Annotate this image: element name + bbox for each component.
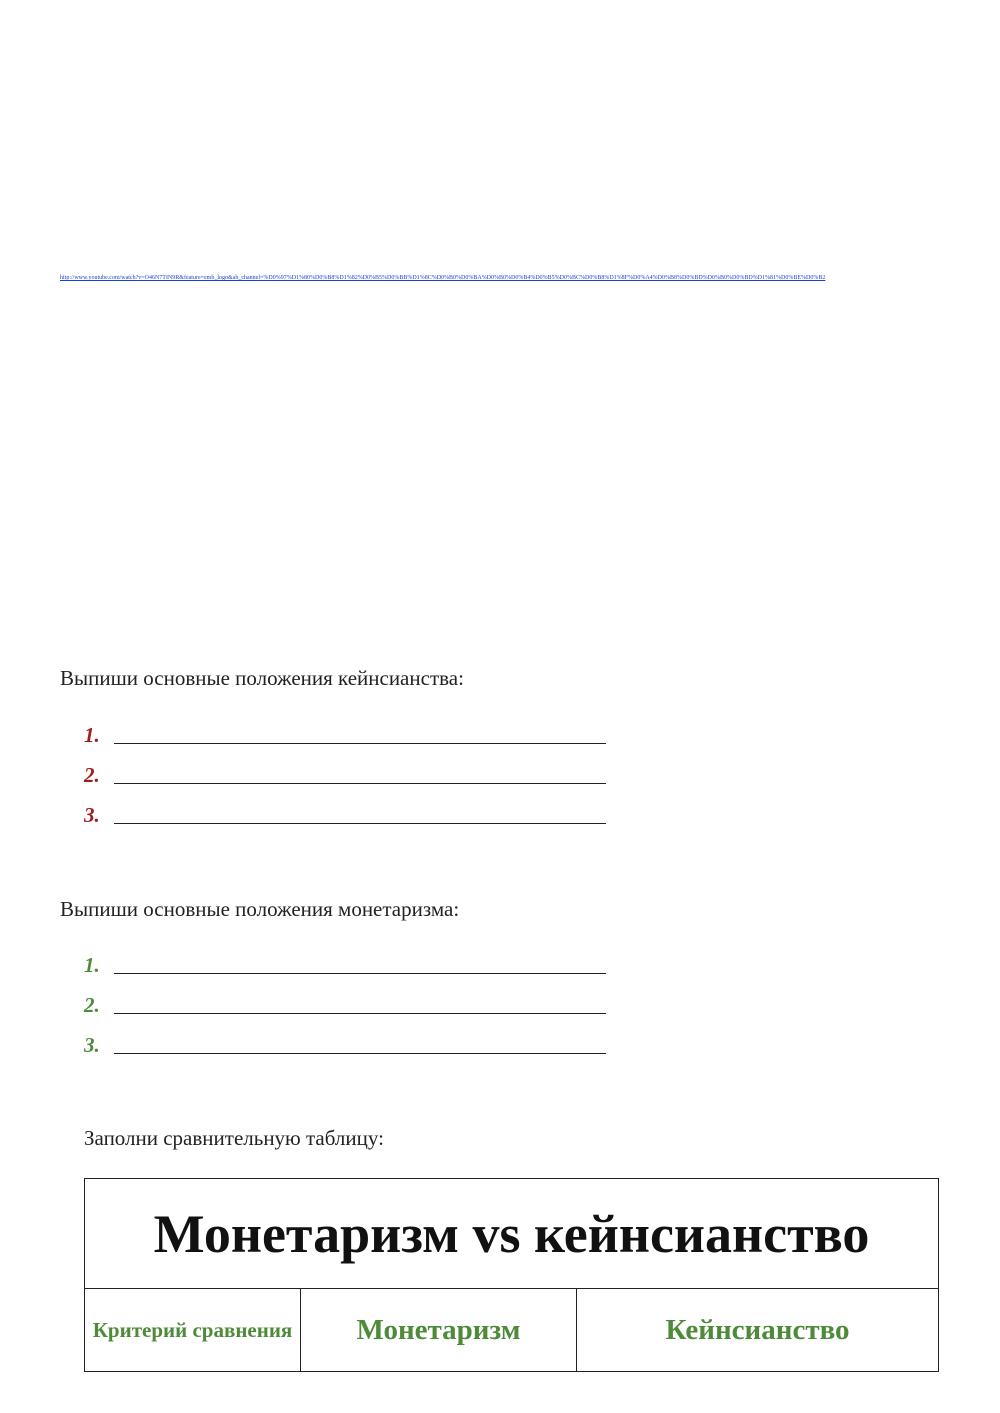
column-header-criterion: Критерий сравнения	[85, 1289, 301, 1372]
item-number: 2.	[84, 763, 100, 787]
video-link[interactable]: http://www.youtube.com/watch?v=O46N7TIN9R&feature=emb_logo&ab_channel=%D0%97%D1%80%D0%B8%D1%82%D0%B5%D0%BB%D1%8C%D0%B0%D0%BA%D0%B0%D0%B4%D0%B5%D0%BC%D0%B8%D1%8F%D0%A4%D0%B8%D0%BD%D0%B0%D0%BD%D1%81%D0%BE%D0%B2	[60, 275, 826, 281]
column-header-monetarism: Монетаризм	[301, 1289, 577, 1372]
keynes-item	[84, 758, 606, 788]
answer-line[interactable]	[114, 782, 606, 784]
monetarism-item	[84, 988, 606, 1018]
column-header-keynesianism: Кейнсианство	[577, 1289, 939, 1372]
monetarism-heading: Выпиши основные положения монетаризма:	[60, 897, 460, 921]
comparison-table	[84, 1178, 939, 1372]
monetarism-item	[84, 948, 606, 978]
answer-line[interactable]	[114, 972, 606, 974]
answer-line[interactable]	[114, 822, 606, 824]
keynes-item	[84, 718, 606, 748]
item-number: 3.	[84, 1033, 100, 1057]
monetarism-item	[84, 1028, 606, 1058]
table-title: Монетаризм vs кейнсианство	[85, 1179, 939, 1289]
item-number: 1.	[84, 723, 100, 747]
item-number: 3.	[84, 803, 100, 827]
keynes-item	[84, 798, 606, 828]
keynes-heading: Выпиши основные положения кейнсианства:	[60, 666, 464, 690]
answer-line[interactable]	[114, 742, 606, 744]
item-number: 2.	[84, 993, 100, 1017]
item-number: 1.	[84, 953, 100, 977]
answer-line[interactable]	[114, 1012, 606, 1014]
table-heading: Заполни сравнительную таблицу:	[84, 1126, 384, 1150]
answer-line[interactable]	[114, 1052, 606, 1054]
